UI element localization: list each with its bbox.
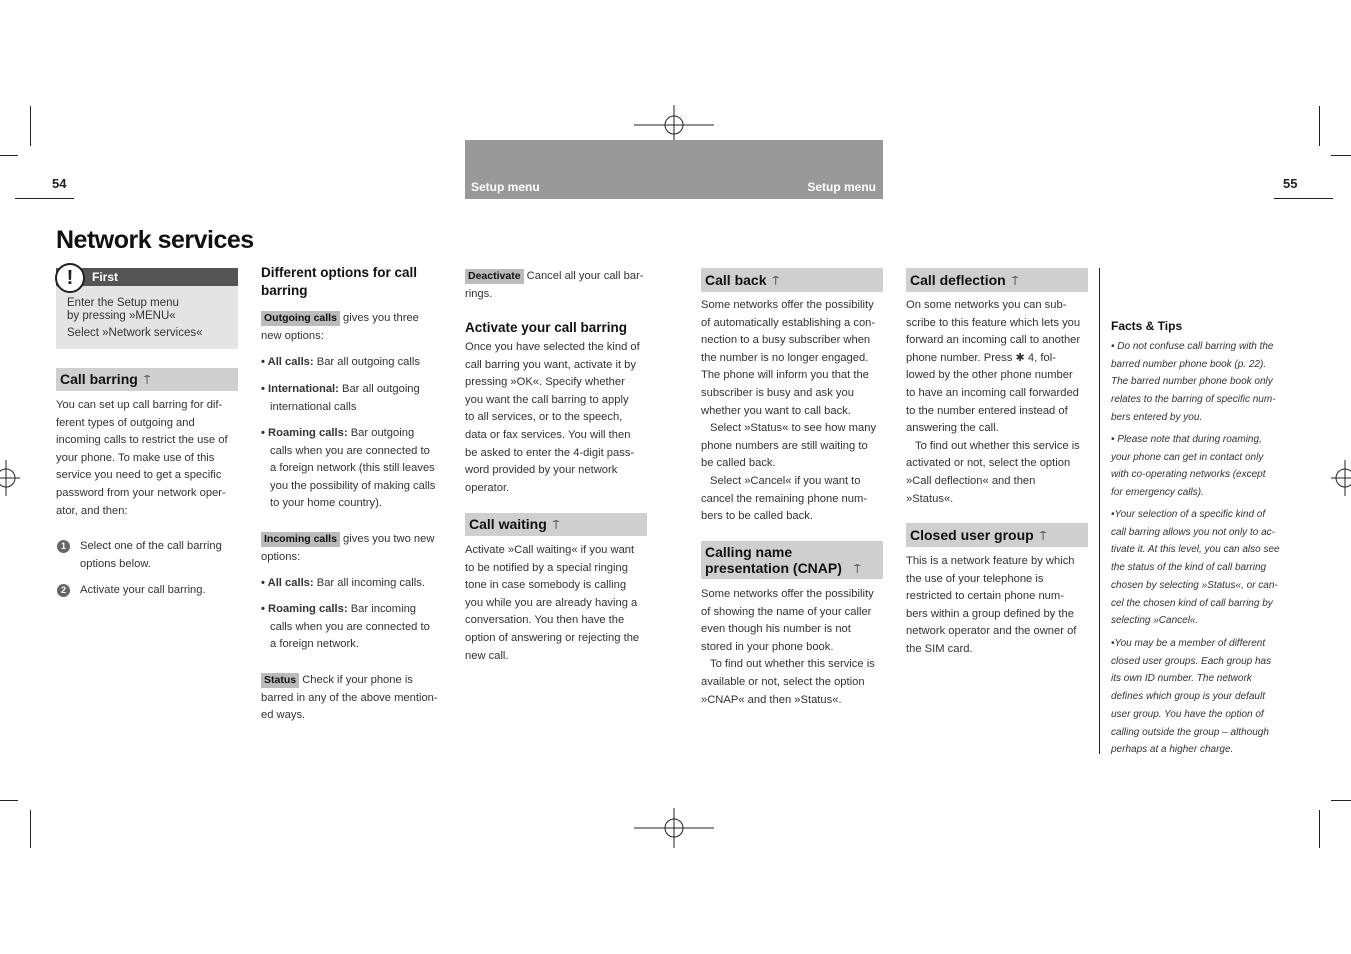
registration-mark-right xyxy=(1331,460,1351,496)
incoming-item-all: • All calls: Bar all incoming calls. xyxy=(261,577,425,589)
section-title-line-2: presentation (CNAP) xyxy=(705,560,842,576)
step-2: 2 Activate your call barring. xyxy=(80,582,245,600)
activate-heading: Activate your call barring xyxy=(465,320,628,335)
call-deflection-paragraph: On some networks you can sub- scribe to this feature which lets you forward an incoming call to another phone number. Press ✱ 4, fol- lowed by the other phone number to have an incoming call forwarded to the number entered instead of answering the call. To find out whether this service is activated or not, select the option »Call deflection« and then »Status«. xyxy=(906,299,1081,505)
outgoing-item-international: • International: Bar all outgoing international calls xyxy=(261,383,420,413)
crop-mark xyxy=(1331,800,1351,801)
first-line-3: Select »Network services« xyxy=(67,327,203,339)
status-tag: Status xyxy=(261,673,299,688)
facts-tip-4: •You may be a member of different closed user groups. Each group has its own ID number. The network defines which group is your default user group. You have the option of calling outside the group – although perhaps at a higher charge. xyxy=(1111,638,1272,756)
section-title: Call back xyxy=(705,272,767,288)
incoming-item-roaming: • Roaming calls: Bar incoming calls when you are connected to a foreign network. xyxy=(261,603,430,651)
header-label-left: Setup menu xyxy=(471,180,540,194)
first-label: First xyxy=(56,268,238,286)
first-box xyxy=(56,268,238,349)
registration-mark-top xyxy=(634,105,714,145)
section-title: Call barring xyxy=(60,371,138,387)
incoming-calls-tag: Incoming calls xyxy=(261,532,340,547)
facts-tip-3: •Your selection of a specific kind of call barring allows you not only to ac- tivate it. At this level, you can also see the status of the kind of call barring chosen by selecting »Status«, or can- cel the chosen kind of call barring by selecting »Cancel«. xyxy=(1111,509,1280,627)
crop-mark xyxy=(1319,810,1320,848)
step-number-icon: 1 xyxy=(57,540,70,553)
page-number-right: 55 xyxy=(1283,176,1298,191)
registration-mark-bottom xyxy=(634,808,714,848)
crop-mark xyxy=(30,106,31,146)
section-title: Call waiting xyxy=(469,516,547,532)
antenna-icon: ⍑ xyxy=(1039,531,1047,543)
call-back-paragraph: Some networks offer the possibility of automatically establishing a con- nection to a busy subscriber when the number is no longer engaged. The phone will inform you that the subscriber is busy and ask you whether you want to call back. Select »Status« to see how many phone numbers are still waiting to be called back. Select »Cancel« if you want to cancel the remaining phone num- bers to be called back. xyxy=(701,299,877,523)
outgoing-item-all: • All calls: Bar all outgoing calls xyxy=(261,356,420,368)
activate-paragraph: Once you have selected the kind of call barring you want, activate it by pressing »OK«. Specify whether you want the call barring to apply to all services, or to the speech, data or fax services. You will then be asked to enter the 4-digit pass- word provided by your network operator. xyxy=(465,341,640,494)
step-number-icon: 2 xyxy=(57,584,70,597)
antenna-icon: ⍑ xyxy=(853,564,861,576)
section-title: Closed user group xyxy=(910,527,1034,543)
section-closed-user-group xyxy=(906,523,1088,547)
cnap-paragraph: Some networks offer the possibility of showing the name of your caller even though his number is not stored in your phone book. To find out whether this service is available or not, select the option »CNAP« and then »Status«. xyxy=(701,588,875,706)
page-rule-left xyxy=(15,198,74,199)
section-call-barring xyxy=(56,368,238,391)
crop-mark xyxy=(0,155,18,156)
step-1: 1 Select one of the call barring options below. xyxy=(80,538,245,573)
deactivate-tag: Deactivate xyxy=(465,269,524,284)
header-label-right: Setup menu xyxy=(807,180,876,194)
options-heading: Different options for call barring xyxy=(261,265,418,298)
status-paragraph: Status Check if your phone is barred in any of the above mention- ed ways. xyxy=(261,674,438,722)
header-bar xyxy=(465,140,883,199)
first-line-2: by pressing »MENU« xyxy=(67,310,176,322)
section-call-back xyxy=(701,268,883,292)
section-call-waiting xyxy=(465,513,647,536)
deactivate-paragraph: Deactivate Cancel all your call bar- rings. xyxy=(465,270,644,300)
call-barring-paragraph: You can set up call barring for dif- ferent types of outgoing and incoming calls to restrict the use of your phone. To make use of this service you need to get a specific password from your network oper- ator, and then: xyxy=(56,399,228,517)
incoming-calls-intro: Incoming calls gives you two new options: xyxy=(261,533,435,563)
facts-divider xyxy=(1099,268,1100,754)
exclamation-icon: ! xyxy=(55,263,85,293)
page-rule-right xyxy=(1274,198,1333,199)
section-title-line-1: Calling name xyxy=(705,544,793,560)
outgoing-item-roaming: • Roaming calls: Bar outgoing calls when you are connected to a foreign network (this still leaves you the possibility of making calls to your home country). xyxy=(261,427,436,510)
antenna-icon: ⍑ xyxy=(143,375,151,387)
closed-user-group-paragraph: This is a network feature by which the use of your telephone is restricted to certain phone num- bers within a group defined by the network operator and the owner of the SIM card. xyxy=(906,555,1077,655)
antenna-icon: ⍑ xyxy=(772,276,780,288)
facts-tip-2: • Please note that during roaming, your phone can get in contact only with co-operating networks (except for emergency calls). xyxy=(1111,434,1266,499)
antenna-icon: ⍑ xyxy=(552,520,560,532)
outgoing-calls-tag: Outgoing calls xyxy=(261,311,340,326)
section-title: Call deflection xyxy=(910,272,1006,288)
facts-tip-1: • Do not confuse call barring with the barred number phone book (p. 22). The barred number phone book only relates to the barring of specific num- bers entered by you. xyxy=(1111,341,1276,423)
crop-mark xyxy=(1319,106,1320,146)
crop-mark xyxy=(1331,155,1351,156)
outgoing-calls-intro: Outgoing calls gives you three new options: xyxy=(261,312,419,342)
page-title: Network services xyxy=(56,226,254,254)
registration-mark-left xyxy=(0,460,20,496)
antenna-icon: ⍑ xyxy=(1011,276,1019,288)
section-call-deflection xyxy=(906,268,1088,292)
crop-mark xyxy=(30,810,31,848)
crop-mark xyxy=(0,800,18,801)
first-line-1: Enter the Setup menu xyxy=(67,297,179,309)
facts-heading: Facts & Tips xyxy=(1111,319,1183,333)
call-waiting-paragraph: Activate »Call waiting« if you want to be notified by a special ringing tone in case somebody is calling you while you are already having a conversation. You then have the option of answering or rejecting the new call. xyxy=(465,544,640,662)
section-cnap xyxy=(701,541,883,579)
page-number-left: 54 xyxy=(52,176,67,191)
